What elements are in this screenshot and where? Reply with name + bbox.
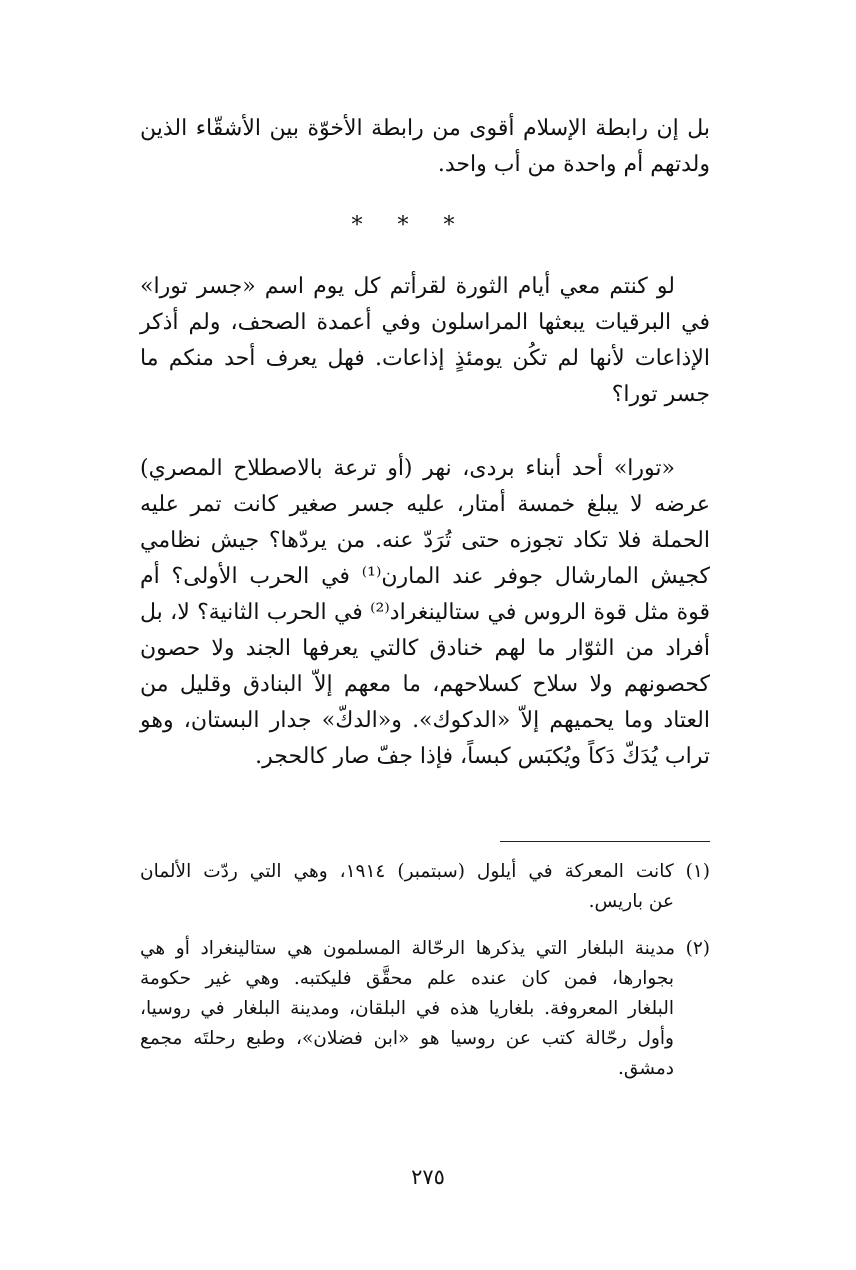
text-line: كجيش المارشال جوفر عند المارن⁽¹⁾ في الحرب الأولى؟ أم [140,564,710,589]
footnote-1 [140,857,710,917]
footnote-divider [500,841,710,842]
footnote-2 [140,934,710,1084]
text-line: الإذاعات لأنها لم تكُن يومئذٍ إذاعات. فهل يعرف أحد منكم ما [140,346,710,371]
section-separator: * * * [351,213,469,238]
footnote-line: (٢) مدينة البلغار التي يذكرها الرحّالة المسلمون هي ستالينغراد أو هي [140,938,710,959]
text-line: لو كنتم معي أيام الثورة لقرأتم كل يوم اسم «جسر تورا» [140,274,675,299]
text-line: بل إن رابطة الإسلام أقوى من رابطة الأخوّة بين الأشقّاء الذين [140,116,710,141]
text-line: قوة مثل قوة الروس في ستالينغراد⁽²⁾ في الحرب الثانية؟ لا، بل [140,600,710,625]
text-line: أفراد من الثوّار ما لهم خنادق كالتي يعرفها الجند ولا حصون [140,636,710,661]
paragraph-2 [140,269,710,413]
footnote-line: (١) كانت المعركة في أيلول (سبتمبر) ١٩١٤، وهي التي ردّت الألمان [140,861,710,882]
footnote-line: بجوارها، فمن كان عنده علم محقَّق فليكتبه. وهي غير حكومة [140,968,674,989]
text-line: «تورا» أحد أبناء بردى، نهر (أو ترعة بالاصطلاح المصري) [140,456,675,481]
footnote-line: البلغار المعروفة. بلغاريا هذه في البلقان، ومدينة البلغار في روسيا، [140,998,674,1019]
page-number: ٢٧٥ [411,1165,445,1189]
text-line: العتاد وما يحميهم إلاّ «الدكوك». و«الدكّ» جدار البستان، وهو [140,708,710,733]
footnote-line: دمشق. [618,1058,674,1079]
paragraph-1 [140,111,710,183]
text-line: في البرقيات يبعثها المراسلون وفي أعمدة الصحف، ولم أذكر [140,310,710,335]
footnote-line: عن باريس. [588,891,674,912]
text-line: ولدتهم أم واحدة من أب واحد. [437,152,710,177]
paragraph-3 [140,451,710,775]
text-line: تراب يُدَكّ دَكاً ويُكبَس كبساً، فإذا جفّ صار كالحجر. [255,744,710,769]
text-line: جسر تورا؟ [611,382,710,407]
text-line: كحصونهم ولا سلاح كسلاحهم، ما معهم إلاّ البنادق وقليل من [140,672,710,697]
text-line: الحملة فلا تكاد تجوزه حتى تُرَدّ عنه. من يردّها؟ جيش نظامي [140,528,710,553]
text-line: عرضه لا يبلغ خمسة أمتار، عليه جسر صغير كانت تمر عليه [140,492,710,517]
footnote-line: وأول رحّالة كتب عن روسيا هو «ابن فضلان»، وطبع رحلتَه مجمع [140,1028,674,1049]
